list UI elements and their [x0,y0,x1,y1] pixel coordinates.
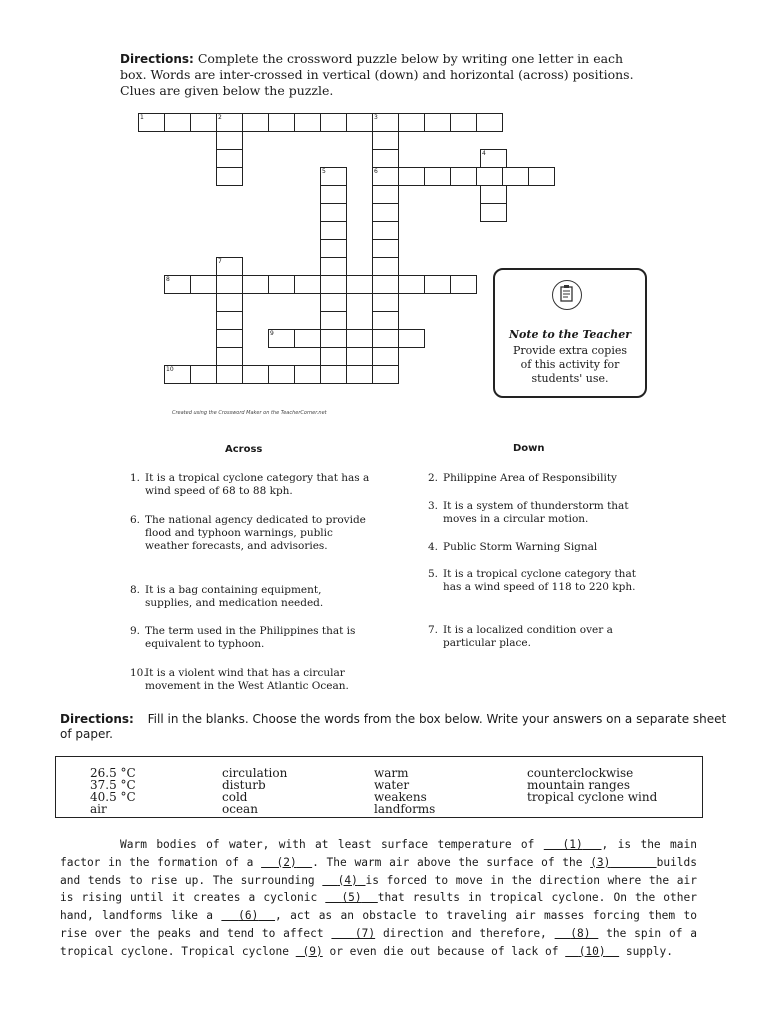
blank-2[interactable]: (2) [276,855,297,869]
crossword-cell[interactable] [450,275,477,294]
across-clue-10: 10. It is a violent wind that has a circular movement in the West Atlantic Ocean. [130,667,349,692]
crossword-cell[interactable] [216,131,243,150]
directions2-label: Directions: [60,712,134,726]
clue-number: 6 [374,168,378,175]
crossword-cell[interactable] [398,113,425,132]
directions-text: Complete the crossword puzzle below by writing one letter in each box. Words are inter-crossed in vertical (down) and horizontal (across) positions. Clues are given below the puzzle. [120,51,634,98]
crossword-cell[interactable] [216,275,243,294]
crossword-cell[interactable] [320,221,347,240]
teacher-note [493,268,647,398]
crossword-cell[interactable] [294,329,321,348]
clue-number: 5 [322,168,326,175]
word: cold [222,790,248,804]
crossword-cell[interactable] [320,239,347,258]
crossword-cell[interactable] [450,167,477,186]
crossword-cell[interactable] [372,311,399,330]
crossword-cell[interactable] [372,185,399,204]
crossword-cell[interactable] [346,329,373,348]
clue-number: 10 [166,366,174,373]
blank-10[interactable]: (10) [578,944,606,958]
blank-3[interactable]: (3) [590,855,611,869]
crossword-cell[interactable] [320,185,347,204]
word: mountain ranges [527,778,630,792]
crossword-cell[interactable] [320,293,347,312]
crossword-cell[interactable] [242,113,269,132]
clipboard-icon [552,280,582,310]
blank-8[interactable]: (8) [570,926,591,940]
word-column-1 [90,767,136,815]
crossword-cell[interactable] [480,185,507,204]
crossword-cell[interactable] [346,365,373,384]
crossword-cell[interactable] [372,257,399,276]
crossword-cell[interactable] [346,113,373,132]
word: 26.5 °C [90,766,136,780]
clue-number: 7 [218,258,222,265]
crossword-cell[interactable] [268,275,295,294]
fill-blank-paragraph: Warm bodies of water, with at least surface temperature of (1) , is the main factor in the formation of a (2) . The warm air above the surface of the (3) builds and tends to rise up. The surrounding (4) is forced to move in the direction where the air is rising until it creates a cyclonic (5) that results in tropical cyclone. On the other hand, landforms like a (6) , act as an obstacle to traveling air masses forcing them to rise over the peaks and tend to affect (7) direction and therefore, (8) the spin of a tropical cyclone. Tropical cyclone (9) or even die out because of lack of (10) supply. [60,838,698,958]
blank-4[interactable]: (4) [337,873,358,887]
crossword-cell[interactable] [190,113,217,132]
crossword-cell[interactable] [398,275,425,294]
across-clue-1: 1. It is a tropical cyclone category that has a wind speed of 68 to 88 kph. [130,472,370,497]
word: 40.5 °C [90,790,136,804]
word: landforms [374,802,436,816]
crossword-cell[interactable] [528,167,555,186]
down-clue-7: 7. It is a localized condition over a particular place. [428,624,613,649]
blank-7[interactable]: (7) [354,926,376,940]
crossword-cell[interactable] [320,365,347,384]
across-clue-9: 9. The term used in the Philippines that is equivalent to typhoon. [130,625,356,650]
word: water [374,778,410,792]
crossword-cell[interactable] [372,131,399,150]
crossword-cell[interactable] [268,365,295,384]
crossword-cell[interactable] [294,365,321,384]
blank-5[interactable]: (5) [341,891,362,905]
crossword-cell[interactable] [424,275,451,294]
crossword-cell[interactable] [450,113,477,132]
crossword-cell[interactable] [372,149,399,168]
down-heading: Down [513,443,545,454]
crossword-cell[interactable] [190,275,217,294]
crossword-cell[interactable] [294,275,321,294]
crossword-cell[interactable] [242,365,269,384]
note-body: Provide extra copies of this activity for students' use. [512,344,627,385]
crossword-cell[interactable] [216,365,243,384]
word: counterclockwise [527,766,634,780]
crossword-cell[interactable] [216,149,243,168]
crossword-cell[interactable] [216,167,243,186]
clue-number: 4 [482,150,486,157]
clue-number: 2 [218,114,222,121]
word: weakens [374,790,427,804]
across-clue-8: 8. It is a bag containing equipment, supplies, and medication needed. [130,584,324,609]
crossword-cell[interactable] [320,203,347,222]
crossword-cell[interactable] [372,239,399,258]
crossword-cell[interactable] [242,275,269,294]
word: ocean [222,802,258,816]
crossword-cell[interactable] [320,257,347,276]
blank-1[interactable]: (1) [562,838,583,851]
crossword-cell[interactable] [320,275,347,294]
word: disturb [222,778,266,792]
word-box [55,756,703,818]
down-clue-4: 4. Public Storm Warning Signal [428,541,598,553]
clue-number: 3 [374,114,378,121]
credit-line: Created using the Crossword Maker on the TeacherCorner.net [172,410,327,416]
crossword-cell[interactable] [372,275,399,294]
word: air [90,802,107,816]
crossword-cell[interactable] [294,113,321,132]
down-clue-5: 5. It is a tropical cyclone category that has a wind speed of 118 to 220 kph. [428,568,636,593]
word-column-2 [222,767,287,815]
crossword-cell[interactable] [164,113,191,132]
clue-number: 9 [270,330,274,337]
crossword-cell[interactable] [320,113,347,132]
down-clue-2: 2. Philippine Area of Responsibility [428,472,617,484]
crossword-grid [0,0,768,420]
crossword-cell[interactable] [216,293,243,312]
blank-9[interactable]: (9) [302,944,323,958]
crossword-cell[interactable] [320,347,347,366]
crossword-cell[interactable] [476,167,503,186]
crossword-cell[interactable] [424,113,451,132]
word: 37.5 °C [90,778,136,792]
crossword-cell[interactable] [268,113,295,132]
word-column-4 [527,767,657,803]
word: circulation [222,766,288,780]
crossword-cell[interactable] [216,311,243,330]
word-column-3 [374,767,435,815]
directions2-text: Fill in the blanks. Choose the words from the box below. Write your answers on a separate sheet of paper. [60,712,727,741]
crossword-cell[interactable] [346,275,373,294]
crossword-cell[interactable] [190,365,217,384]
across-clue-6: 6. The national agency dedicated to provide flood and typhoon warnings, public weather forecasts, and advisories. [130,514,366,552]
fill-blank-directions [60,712,740,742]
crossword-cell[interactable] [398,329,425,348]
clue-number: 1 [140,114,144,121]
crossword-cell[interactable] [216,347,243,366]
down-clue-3: 3. It is a system of thunderstorm that moves in a circular motion. [428,500,629,525]
blank-6[interactable]: (6) [238,909,259,923]
crossword-cell[interactable] [372,293,399,312]
crossword-cell[interactable] [372,347,399,366]
crossword-cell[interactable] [372,221,399,240]
crossword-cell[interactable] [480,203,507,222]
crossword-cell[interactable] [372,203,399,222]
crossword-cell[interactable] [502,167,529,186]
clue-number: 8 [166,276,170,283]
note-title: Note to the Teacher [509,328,631,341]
crossword-cell[interactable] [320,311,347,330]
word: warm [374,766,409,780]
directions-label: Directions: [120,52,194,66]
crossword-cell[interactable] [320,329,347,348]
crossword-cell[interactable] [216,329,243,348]
crossword-cell[interactable] [476,113,503,132]
crossword-cell[interactable] [372,365,399,384]
crossword-cell[interactable] [424,167,451,186]
word: tropical cyclone wind [527,790,658,804]
crossword-cell[interactable] [372,329,399,348]
crossword-cell[interactable] [398,167,425,186]
across-heading: Across [225,444,263,455]
